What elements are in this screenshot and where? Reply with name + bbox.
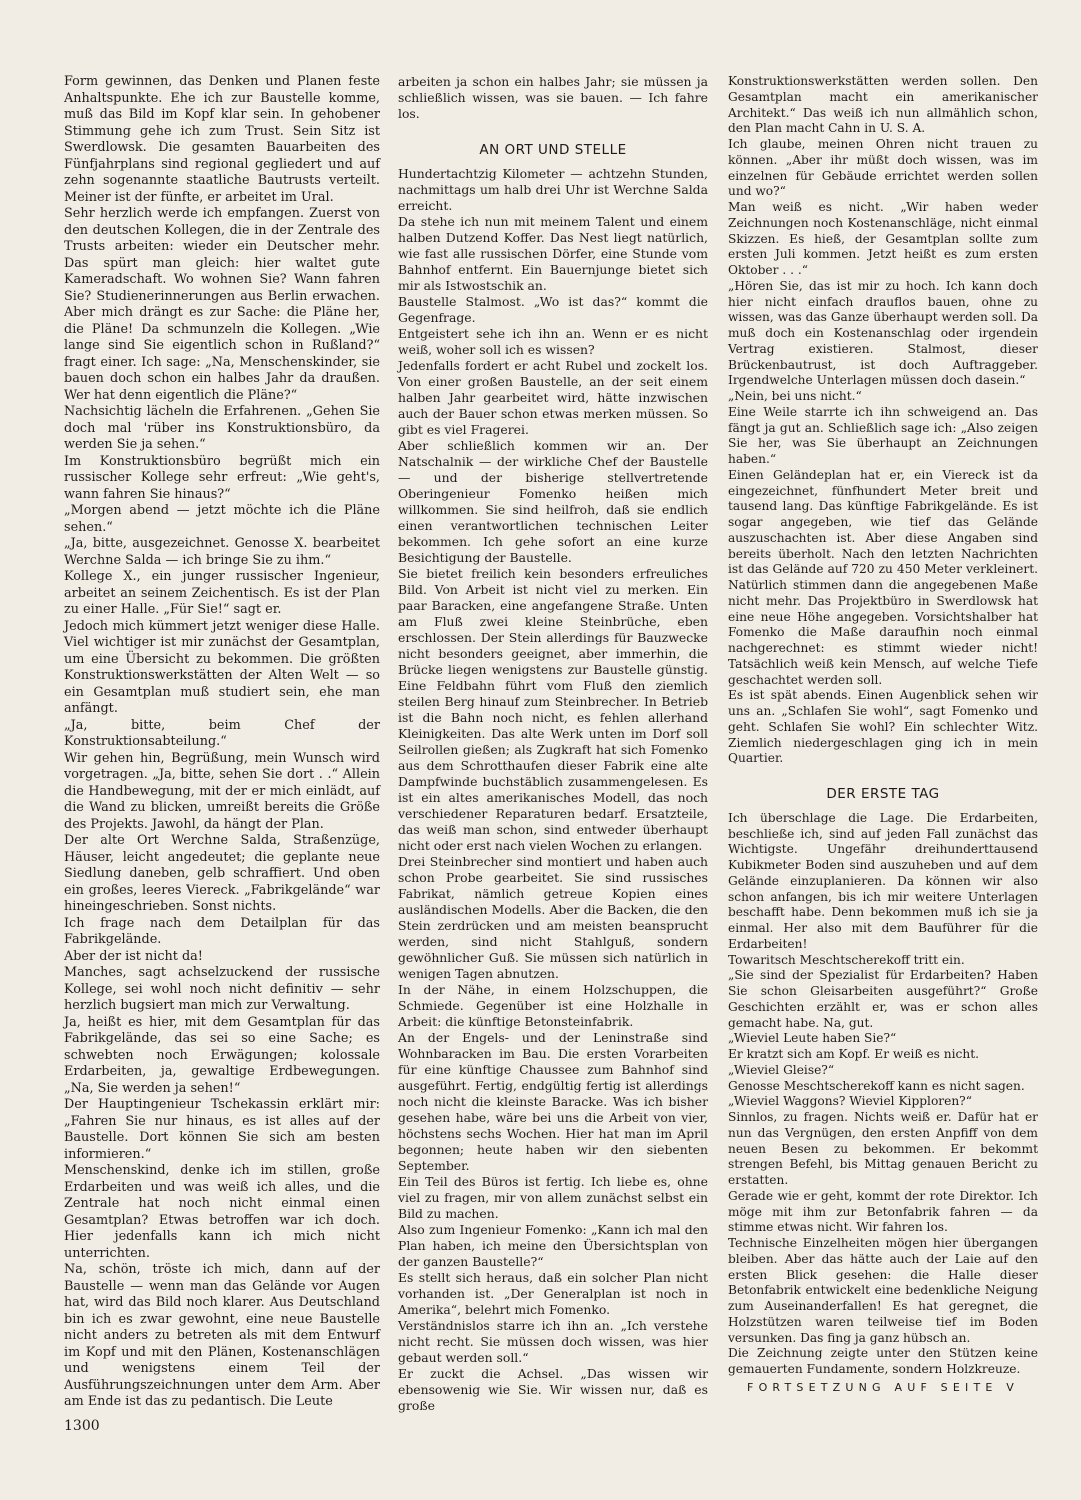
paragraph: Manches, sagt achselzuckend der russische Kollege, sei wohl noch nicht definitiv — sehr herzlich bugsiert man mich zur Verwaltung. (64, 965, 380, 1013)
paragraph: Der alte Ort Werchne Salda, Straßenzüge, Häuser, leicht angedeutet; die geplante neue Siedlung daneben, gelb schraffiert. Und oben ein großes, leeres Viereck. „Fabrikgelände“ war hineingeschrieben. Sonst nichts. (64, 833, 380, 914)
paragraph: Sinnlos, zu fragen. Nichts weiß er. Dafür hat er nun das Vergnügen, den ersten Anpfiff von dem neuen Besen zu bekommen. Er bekommt strengen Befehl, bis Mittag genauen Bericht zu erstatten. (728, 1110, 1038, 1187)
text-column-3 (728, 74, 1038, 1396)
paragraph: Ein Teil des Büros ist fertig. Ich liebe es, ohne viel zu fragen, mir von allem zunächst selbst ein Bild zu machen. (398, 1174, 708, 1221)
paragraph: Jedoch mich kümmert jetzt weniger diese Halle. Viel wichtiger ist mir zunächst der Gesamtplan, um eine Übersicht zu bekommen. Die größten Konstruktionswerkstätten der Alten Welt — so ein Gesamtplan muß studiert sein, ehe man anfängt. (64, 618, 380, 716)
paragraph: Form gewinnen, das Denken und Planen feste Anhaltspunkte. Ehe ich zur Baustelle komme, muß das Bild im Kopf klar sein. In gehobener Stimmung gehe ich zum Trust. Sein Sitz ist Swerdlowsk. Die gesamten Bauarbeiten des Fünfjahrplans sind regional gegliedert und auf zehn sogenannte staatliche Bautrusts verteilt. Meiner ist der fünfte, er arbeitet im Ural. (64, 74, 380, 205)
paragraph: Ich frage nach dem Detailplan für das Fabrikgelände. (64, 915, 380, 947)
paragraph: Die Zeichnung zeigte unter den Stützen keine gemauerten Fundamente, sondern Holzkreuze. (728, 1346, 1038, 1376)
text-column-2 (398, 74, 708, 1414)
paragraph: „Sie sind der Spezialist für Erdarbeiten? Haben Sie schon Gleisarbeiten ausgeführt?“ Große Geschichten erzählt er, was er schon alles gemacht habe. Na, gut. (728, 968, 1038, 1030)
paragraph: Er kratzt sich am Kopf. Er weiß es nicht. (728, 1047, 979, 1061)
paragraph: Genosse Meschtscherekoff kann es nicht sagen. (728, 1078, 1025, 1093)
continuation-note: FORTSETZUNG AUF SEITE V (747, 1380, 1019, 1394)
paragraph: arbeiten ja schon ein halbes Jahr; sie müssen ja schließlich wissen, was sie bauen. — Ich fahre los. (398, 74, 708, 121)
paragraph: Da stehe ich nun mit meinem Talent und einem halben Dutzend Koffer. Das Nest liegt natürlich, wie fast alle russischen Dörfer, eine Stunde vom Bahnhof entfernt. Ein Bauernjunge bietet sich mir als Istwostschik an. (398, 214, 708, 293)
paragraph: Na, schön, tröste ich mich, dann auf der Baustelle — wenn man das Gelände vor Augen hat, wird das Bild noch klarer. Aus Deutschland bin ich es zwar gewohnt, eine neue Baustelle nicht anders zu betreten als mit dem Entwurf im Kopf und mit den Plänen, Kostenanschlägen und wenigstens einem Teil der Ausführungszeichnungen unter dem Arm. Aber am Ende ist das zu pedantisch. Die Leute (64, 1262, 380, 1409)
paragraph: Baustelle Stalmost. „Wo ist das?“ kommt die Gegenfrage. (398, 294, 708, 325)
paragraph: „Hören Sie, das ist mir zu hoch. Ich kann doch hier nicht einfach drauflos bauen, ohne zu wissen, was das Ganze überhaupt werden soll. Da muß doch ein Kostenanschlag oder irgendein Vertrag existieren. Stalmost, dieser Brückenbautrust, ist doch Auftraggeber. Irgendwelche Unterlagen müssen doch dasein.“ (728, 278, 1038, 388)
paragraph: „Wieviel Leute haben Sie?“ (728, 1031, 897, 1046)
paragraph: Es ist spät abends. Einen Augenblick sehen wir uns an. „Schlafen Sie wohl“, sagt Fomenko und geht. Schlafen Sie wohl? Ein schlechter Witz. Ziemlich niedergeschlagen ging ich in mein Quartier. (728, 688, 1038, 766)
paragraph: Sie bietet freilich kein besonders erfreuliches Bild. Von Arbeit ist nicht viel zu merken. Ein paar Baracken, eine angefangene Straße. Unten am Fluß zwei kleine Steinbrüche, eben erschlossen. Der Stein allerdings für Bauzwecke nicht besonders geeignet, aber immerhin, die Brücke liegen wenigstens zur Baustelle günstig. Eine Feldbahn führt vom Fluß den ziemlich steilen Berg hinauf zum Steinbrecher. In Betrieb ist die Bahn noch nicht, es fehlen allerhand Kleinigkeiten. Das alte Werk unten im Dorf soll Seilrollen gießen; als Zugkraft hat sich Fomenko aus dem Schrotthaufen dieser Fabrik eine alte Dampfwinde buchstäblich zusammengelesen. Es ist ein altes amerikanisches Modell, das noch verschiedener Reparaturen bedarf. Ersatzteile, das weiß man schon, sind entweder überhaupt nicht oder erst nach vielen Wochen zu erlangen. (398, 566, 708, 853)
section-heading: DER ERSTE TAG (826, 786, 940, 802)
text-column-1 (64, 74, 380, 1411)
paragraph: Aber schließlich kommen wir an. Der Natschalnik — der wirkliche Chef der Baustelle — und der bisherige stellvertretende Oberingenieur Fomenko heißen mich willkommen. Sie sind heilfroh, daß sie endlich einen verantwortlichen technischen Leiter bekommen. Ich gehe sofort an eine kurze Besichtigung der Baustelle. (398, 438, 708, 565)
paragraph: Towaritsch Meschtscherekoff tritt ein. (728, 952, 965, 967)
paragraph: Ja, heißt es hier, mit dem Gesamtplan für das Fabrikgelände, das sei so eine Sache; es schwebten noch Erwägungen; kolossale Erdarbeiten, ja, gewaltige Erdbewegungen. „Na, Sie werden ja sehen!“ (64, 1014, 380, 1096)
paragraph: Menschenskind, denke ich im stillen, große Erdarbeiten und was weiß ich alles, und die Zentrale hat noch nicht einmal einen Gesamtplan? Etwas betroffen war ich doch. Hier jedenfalls kann ich mich nicht unterrichten. (64, 1163, 380, 1261)
paragraph: Ich glaube, meinen Ohren nicht trauen zu können. „Aber ihr müßt doch wissen, was im einzelnen für Gebäude errichtet werden sollen und wo?“ (728, 137, 1038, 199)
paragraph: Sehr herzlich werde ich empfangen. Zuerst von den deutschen Kollegen, die in der Zentrale des Trusts arbeiten: wieder ein Deutscher mehr. Das spürt man gleich: hier waltet gute Kameradschaft. Wo wohnen Sie? Wann fahren Sie? Studienerinnerungen aus Berlin erwachen. Aber mich drängt es zur Sache: die Pläne her, die Pläne! Da schmunzeln die Kollegen. „Wie lange sind Sie eigentlich schon in Rußland?“ fragt einer. Ich sage: „Na, Menschenskinder, sie bauen doch schon ein halbes Jahr da draußen. Wer hat denn eigentlich die Pläne?“ (64, 206, 380, 403)
paragraph: Eine Weile starrte ich ihn schweigend an. Das fängt ja gut an. Schließlich sage ich: „Also zeigen Sie her, was Sie überhaupt an Zeichnungen haben.“ (728, 404, 1038, 466)
paragraph: Jedenfalls fordert er acht Rubel und zockelt los. Von einer großen Baustelle, an der seit einem halben Jahr gearbeitet wird, hätte inzwischen auch der Bauer schon etwas merken müssen. So gibt es viel Fragerei. (398, 358, 708, 437)
section-heading: AN ORT UND STELLE (479, 142, 627, 158)
paragraph: Ich überschlage die Lage. Die Erdarbeiten, beschließe ich, sind auf jeden Fall zunächst das Wichtigste. Ungefähr dreihunderttausend Kubikmeter Boden sind auszuheben und auf dem Gelände einzuplanieren. Da können wir also schon anfangen, bis ich mir weitere Unterlagen beschafft habe. Denn bekommen muß ich sie ja einmal. Her also mit dem Bauführer für die Erdarbeiten! (728, 810, 1038, 951)
paragraph: Wir gehen hin, Begrüßung, mein Wunsch wird vorgetragen. „Ja, bitte, sehen Sie dort . .“ Allein die Handbewegung, mit der er mich einlädt, auf die Wand zu blicken, umreißt bereits die Größe des Projekts. Jawohl, da hängt der Plan. (64, 750, 380, 832)
paragraph: Konstruktionswerkstätten werden sollen. Den Gesamtplan macht ein amerikanischer Architekt.“ Das weiß ich nun allmählich schon, den Plan macht Cahn in U. S. A. (728, 74, 1038, 136)
paragraph: Technische Einzelheiten mögen hier übergangen bleiben. Aber das hätte auch der Laie auf den ersten Blick gesehen: die Halle dieser Betonfabrik entwickelt eine bedenkliche Neigung zum Auseinanderfallen! Es hat geregnet, die Holzstützen waren teilweise tief im Boden versunken. Das fing ja ganz hübsch an. (728, 1236, 1038, 1345)
paragraph: Im Konstruktionsbüro begrüßt mich ein russischer Kollege sehr erfreut: „Wie geht's, wann fahren Sie hinaus?“ (64, 453, 380, 502)
paragraph: In der Nähe, in einem Holzschuppen, die Schmiede. Gegenüber ist eine Holzhalle in Arbeit: die künftige Betonsteinfabrik. (398, 982, 708, 1029)
paragraph: Man weiß es nicht. „Wir haben weder Zeichnungen noch Kostenanschläge, nicht einmal Skizzen. Es hieß, der Gesamtplan sollte zum ersten Juli kommen. Jetzt heißt es zum ersten Oktober . . .“ (728, 200, 1038, 277)
paragraph: „Morgen abend — jetzt möchte ich die Pläne sehen.“ (64, 503, 380, 535)
paragraph: An der Engels- und der Leninstraße sind Wohnbaracken im Bau. Die ersten Vorarbeiten für eine künftige Chaussee zum Bahnhof sind ausgeführt. Fertig, endgültig fertig ist allerdings noch nicht die kleinste Baracke. Was ich bisher gesehen habe, wäre bei uns die Arbeit von vier, höchstens sechs Wochen. Hier hat man im April begonnen; heute haben wir den siebenten September. (398, 1030, 708, 1173)
paragraph: „Wieviel Gleise?“ (728, 1062, 835, 1077)
paragraph: „Nein, bei uns nicht.“ (728, 389, 862, 403)
paragraph: „Wieviel Waggons? Wieviel Kipploren?“ (728, 1094, 972, 1109)
paragraph: Verständnislos starre ich ihn an. „Ich verstehe nicht recht. Sie müssen doch wissen, was hier gebaut werden soll.“ (398, 1318, 708, 1365)
paragraph: Er zuckt die Achsel. „Das wissen wir ebensowenig wie Sie. Wir wissen nur, daß es große (398, 1366, 708, 1413)
paragraph: Gerade wie er geht, kommt der rote Direktor. Ich möge mit ihm zur Betonfabrik fahren — da stimme etwas nicht. Wir fahren los. (728, 1188, 1038, 1235)
paragraph: Aber der ist nicht da! (64, 948, 203, 964)
paragraph: Der Hauptingenieur Tschekassin erklärt mir: „Fahren Sie nur hinaus, es ist alles auf der Baustelle. Dort können Sie sich am besten informieren.“ (64, 1097, 380, 1162)
paragraph: Hundertachtzig Kilometer — achtzehn Stunden, nachmittags um halb drei Uhr ist Werchne Salda erreicht. (398, 166, 708, 213)
page-number: 1300 (64, 1418, 100, 1434)
paragraph: „Ja, bitte, beim Chef der Konstruktionsabteilung.“ (64, 717, 380, 749)
paragraph: „Ja, bitte, ausgezeichnet. Genosse X. bearbeitet Werchne Salda — ich bringe Sie zu ihm.“ (64, 536, 380, 568)
paragraph: Also zum Ingenieur Fomenko: „Kann ich mal den Plan haben, ich meine den Übersichtsplan von der ganzen Baustelle?“ (398, 1222, 708, 1269)
paragraph: Einen Geländeplan hat er, ein Viereck ist da eingezeichnet, fünfhundert Meter breit und tausend lang. Das künftige Fabrikgelände. Es ist sogar angegeben, wie tief das Gelände auszuschachten ist. Aber diese Angaben sind bereits überholt. Nach den letzten Nachrichten ist das Gelände auf 720 zu 450 Meter verkleinert. Natürlich stimmen dann die angegebenen Maße nicht mehr. Das Projektbüro in Swerdlowsk hat eine neue Höhe angegeben. Vorsichtshalber hat Fomenko die Maße daraufhin noch einmal nachgerechnet: es stimmt wieder nicht! Tatsächlich weiß kein Mensch, auf welche Tiefe geschachtet werden soll. (728, 467, 1038, 687)
paragraph: Es stellt sich heraus, daß ein solcher Plan nicht vorhanden ist. „Der Generalplan ist noch in Amerika“, belehrt mich Fomenko. (398, 1270, 708, 1317)
paragraph: Entgeistert sehe ich ihn an. Wenn er es nicht weiß, woher soll ich es wissen? (398, 326, 708, 357)
paragraph: Drei Steinbrecher sind montiert und haben auch schon Probe gearbeitet. Sie sind russisches Fabrikat, nämlich getreue Kopien eines ausländischen Modells. Aber die Backen, die den Stein zerdrücken und am meisten beansprucht werden, sind nicht Stahlguß, sondern gewöhnlicher Guß. Sie müssen sich natürlich in wenigen Tagen abnutzen. (398, 854, 708, 981)
paragraph: Kollege X., ein junger russischer Ingenieur, arbeitet an seinem Zeichentisch. Es ist der Plan zu einer Halle. „Für Sie!“ sagt er. (64, 569, 380, 617)
paragraph: Nachsichtig lächeln die Erfahrenen. „Gehen Sie doch mal 'rüber ins Konstruktionsbüro, da werden Sie ja sehen.“ (64, 404, 380, 452)
